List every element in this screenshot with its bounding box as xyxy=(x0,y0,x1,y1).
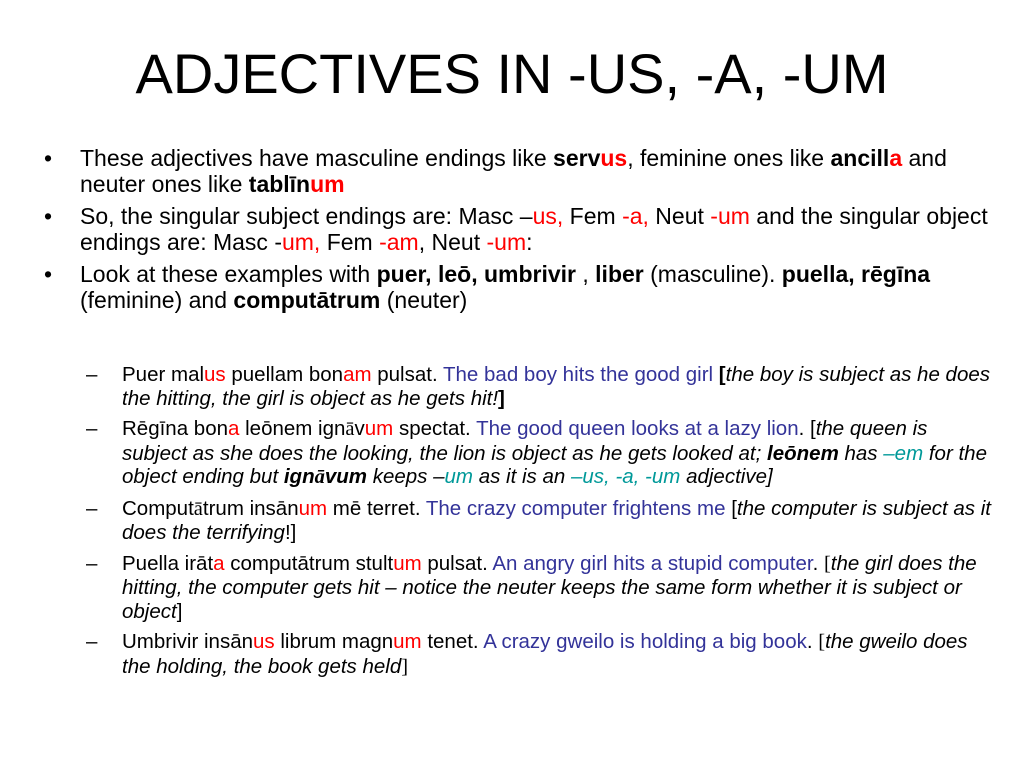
example-sentence-3 xyxy=(86,497,996,545)
example-words: puella, rēgīna xyxy=(781,261,931,287)
note-bracket: !] xyxy=(284,521,297,544)
grammar-note: the computer is subject as it does the terrifying xyxy=(122,496,991,544)
latin-ending: a xyxy=(213,551,225,575)
example-sentence-4 xyxy=(86,552,996,624)
bullet-marker: • xyxy=(44,145,53,171)
punctuation: . xyxy=(465,417,471,440)
example-sentence-1 xyxy=(86,363,996,410)
latin-ending: us xyxy=(253,630,275,653)
latin-ending: um xyxy=(393,630,422,653)
example-word-ending: a xyxy=(889,145,903,171)
english-translation: The bad boy hits the good girl xyxy=(437,363,719,386)
punctuation: . xyxy=(414,496,421,520)
bullet-text: Look at these examples with xyxy=(80,261,377,287)
latin-text: librum magn xyxy=(274,630,394,653)
example-word-ending: us xyxy=(600,145,628,171)
bullet-text: and neuter ones like xyxy=(80,145,947,197)
note-bracket: ] xyxy=(498,386,505,410)
main-bullet-list xyxy=(44,145,994,319)
latin-text: puellam bon xyxy=(225,363,344,386)
bullet-marker: • xyxy=(44,261,53,287)
ending-highlight: -um xyxy=(710,203,750,229)
dash-marker: – xyxy=(86,630,98,653)
punctuation: . xyxy=(806,630,813,653)
english-translation: A crazy gweilo is holding a big book xyxy=(478,630,807,653)
grammar-note-ending: –us, -a, -um xyxy=(571,465,681,488)
grammar-note-word: vum xyxy=(324,465,368,488)
latin-ending: us xyxy=(204,363,226,386)
bullet-text: and the singular object endings are: Masc - xyxy=(80,203,988,255)
grammar-note: the gweilo does the holding, the book gets held xyxy=(122,630,968,678)
grammar-note: as it is an xyxy=(473,465,571,488)
latin-text: Puer mal xyxy=(122,363,205,386)
example-word-stem: serv xyxy=(553,145,601,171)
bullet-text: : xyxy=(526,229,533,255)
latin-text: Comput xyxy=(122,496,194,520)
latin-text: mē terret xyxy=(327,496,415,520)
bullet-text: So, the singular subject endings are: Masc – xyxy=(80,203,533,229)
latin-text: ā xyxy=(193,497,203,520)
example-sentence-list xyxy=(86,363,996,686)
bullet-item-endings xyxy=(44,145,994,197)
grammar-note: the girl does the hitting, the computer gets hit – notice the neuter keeps the same form whether it is subject or object xyxy=(122,551,977,623)
bullet-text: , feminine ones like xyxy=(627,145,831,171)
english-translation: The good queen looks at a lazy lion xyxy=(470,417,799,440)
latin-text: tenet. xyxy=(421,630,479,653)
grammar-note: keeps – xyxy=(367,465,445,488)
latin-text: ā xyxy=(345,418,355,440)
grammar-note-ending: –em xyxy=(883,441,924,465)
dash-marker: – xyxy=(86,417,98,440)
bullet-item-singular-endings xyxy=(44,203,994,255)
bullet-text: These adjectives have masculine endings like xyxy=(80,145,554,171)
grammar-note-word: ign xyxy=(283,465,315,488)
grammar-note: has xyxy=(838,441,884,465)
bullet-text: (neuter) xyxy=(380,287,468,313)
note-bracket: [ xyxy=(823,552,831,575)
note-bracket: [ xyxy=(731,496,737,520)
ending-highlight: um, xyxy=(281,229,321,255)
example-word-ending: um xyxy=(310,171,345,197)
latin-text: trum insān xyxy=(202,496,299,520)
example-words: puer, leō, umbrivir xyxy=(376,261,576,287)
grammar-note: the boy is subject as he does the hitting, the girl is object as he gets hit! xyxy=(122,363,991,410)
punctuation: . xyxy=(812,551,819,575)
note-bracket: ] xyxy=(176,599,183,623)
bullet-text: , Neut xyxy=(418,229,487,255)
bullet-text: , xyxy=(576,261,596,287)
latin-ending: um xyxy=(393,551,422,575)
latin-text: pulsat xyxy=(421,551,483,575)
grammar-note-word: ā xyxy=(314,466,325,488)
bullet-text: (feminine) and xyxy=(80,287,234,313)
latin-ending: um xyxy=(298,496,328,520)
bullet-text: Neut xyxy=(648,203,711,229)
note-bracket: [ xyxy=(818,631,826,653)
grammar-note-word: leōnem xyxy=(767,441,839,465)
example-sentence-2 xyxy=(86,417,996,490)
bullet-text: (masculine). xyxy=(643,261,782,287)
note-bracket: ] xyxy=(401,655,409,678)
ending-highlight: -um xyxy=(486,229,527,255)
grammar-note: for the object ending but xyxy=(122,441,987,488)
latin-text: v xyxy=(354,417,365,440)
punctuation: . [ xyxy=(798,417,816,440)
note-bracket: [ xyxy=(718,363,726,386)
latin-ending: um xyxy=(364,417,394,440)
latin-text: spectat xyxy=(393,417,466,440)
english-translation: An angry girl hits a stupid computer xyxy=(487,551,813,575)
example-word-stem: ancill xyxy=(830,145,890,171)
latin-ending: a xyxy=(228,417,240,440)
ending-highlight: us, xyxy=(532,203,564,229)
latin-text: computātrum stult xyxy=(224,551,394,575)
grammar-note: the queen is subject as she does the looking, the lion is object as he gets looked at; xyxy=(122,417,928,465)
ending-highlight: -a, xyxy=(622,203,649,229)
ending-highlight: -am xyxy=(379,229,419,255)
latin-text: Umbrivir insān xyxy=(122,630,253,653)
bullet-item-examples-intro xyxy=(44,261,994,313)
example-sentence-5 xyxy=(86,630,996,679)
slide-title: ADJECTIVES IN -US, -A, -UM xyxy=(135,42,889,105)
latin-text: Puella irāt xyxy=(122,551,214,575)
dash-marker: – xyxy=(86,363,98,386)
punctuation: . xyxy=(482,551,488,575)
bullet-text: Fem xyxy=(320,229,380,255)
latin-text: Rēgīna bon xyxy=(122,417,229,440)
dash-marker: – xyxy=(86,496,98,520)
grammar-note-ending: um xyxy=(444,465,473,488)
bullet-text: Fem xyxy=(563,203,623,229)
grammar-note: adjective] xyxy=(680,465,773,488)
example-word-stem: tablīn xyxy=(248,171,311,197)
english-translation: The crazy computer frightens me xyxy=(420,496,732,520)
bullet-marker: • xyxy=(44,203,53,229)
example-words: liber xyxy=(595,261,644,287)
example-words: computātrum xyxy=(233,287,381,313)
latin-text: leōnem ign xyxy=(239,417,346,440)
latin-ending: am xyxy=(343,363,372,386)
dash-marker: – xyxy=(86,551,98,575)
latin-text: pulsat. xyxy=(371,363,438,386)
